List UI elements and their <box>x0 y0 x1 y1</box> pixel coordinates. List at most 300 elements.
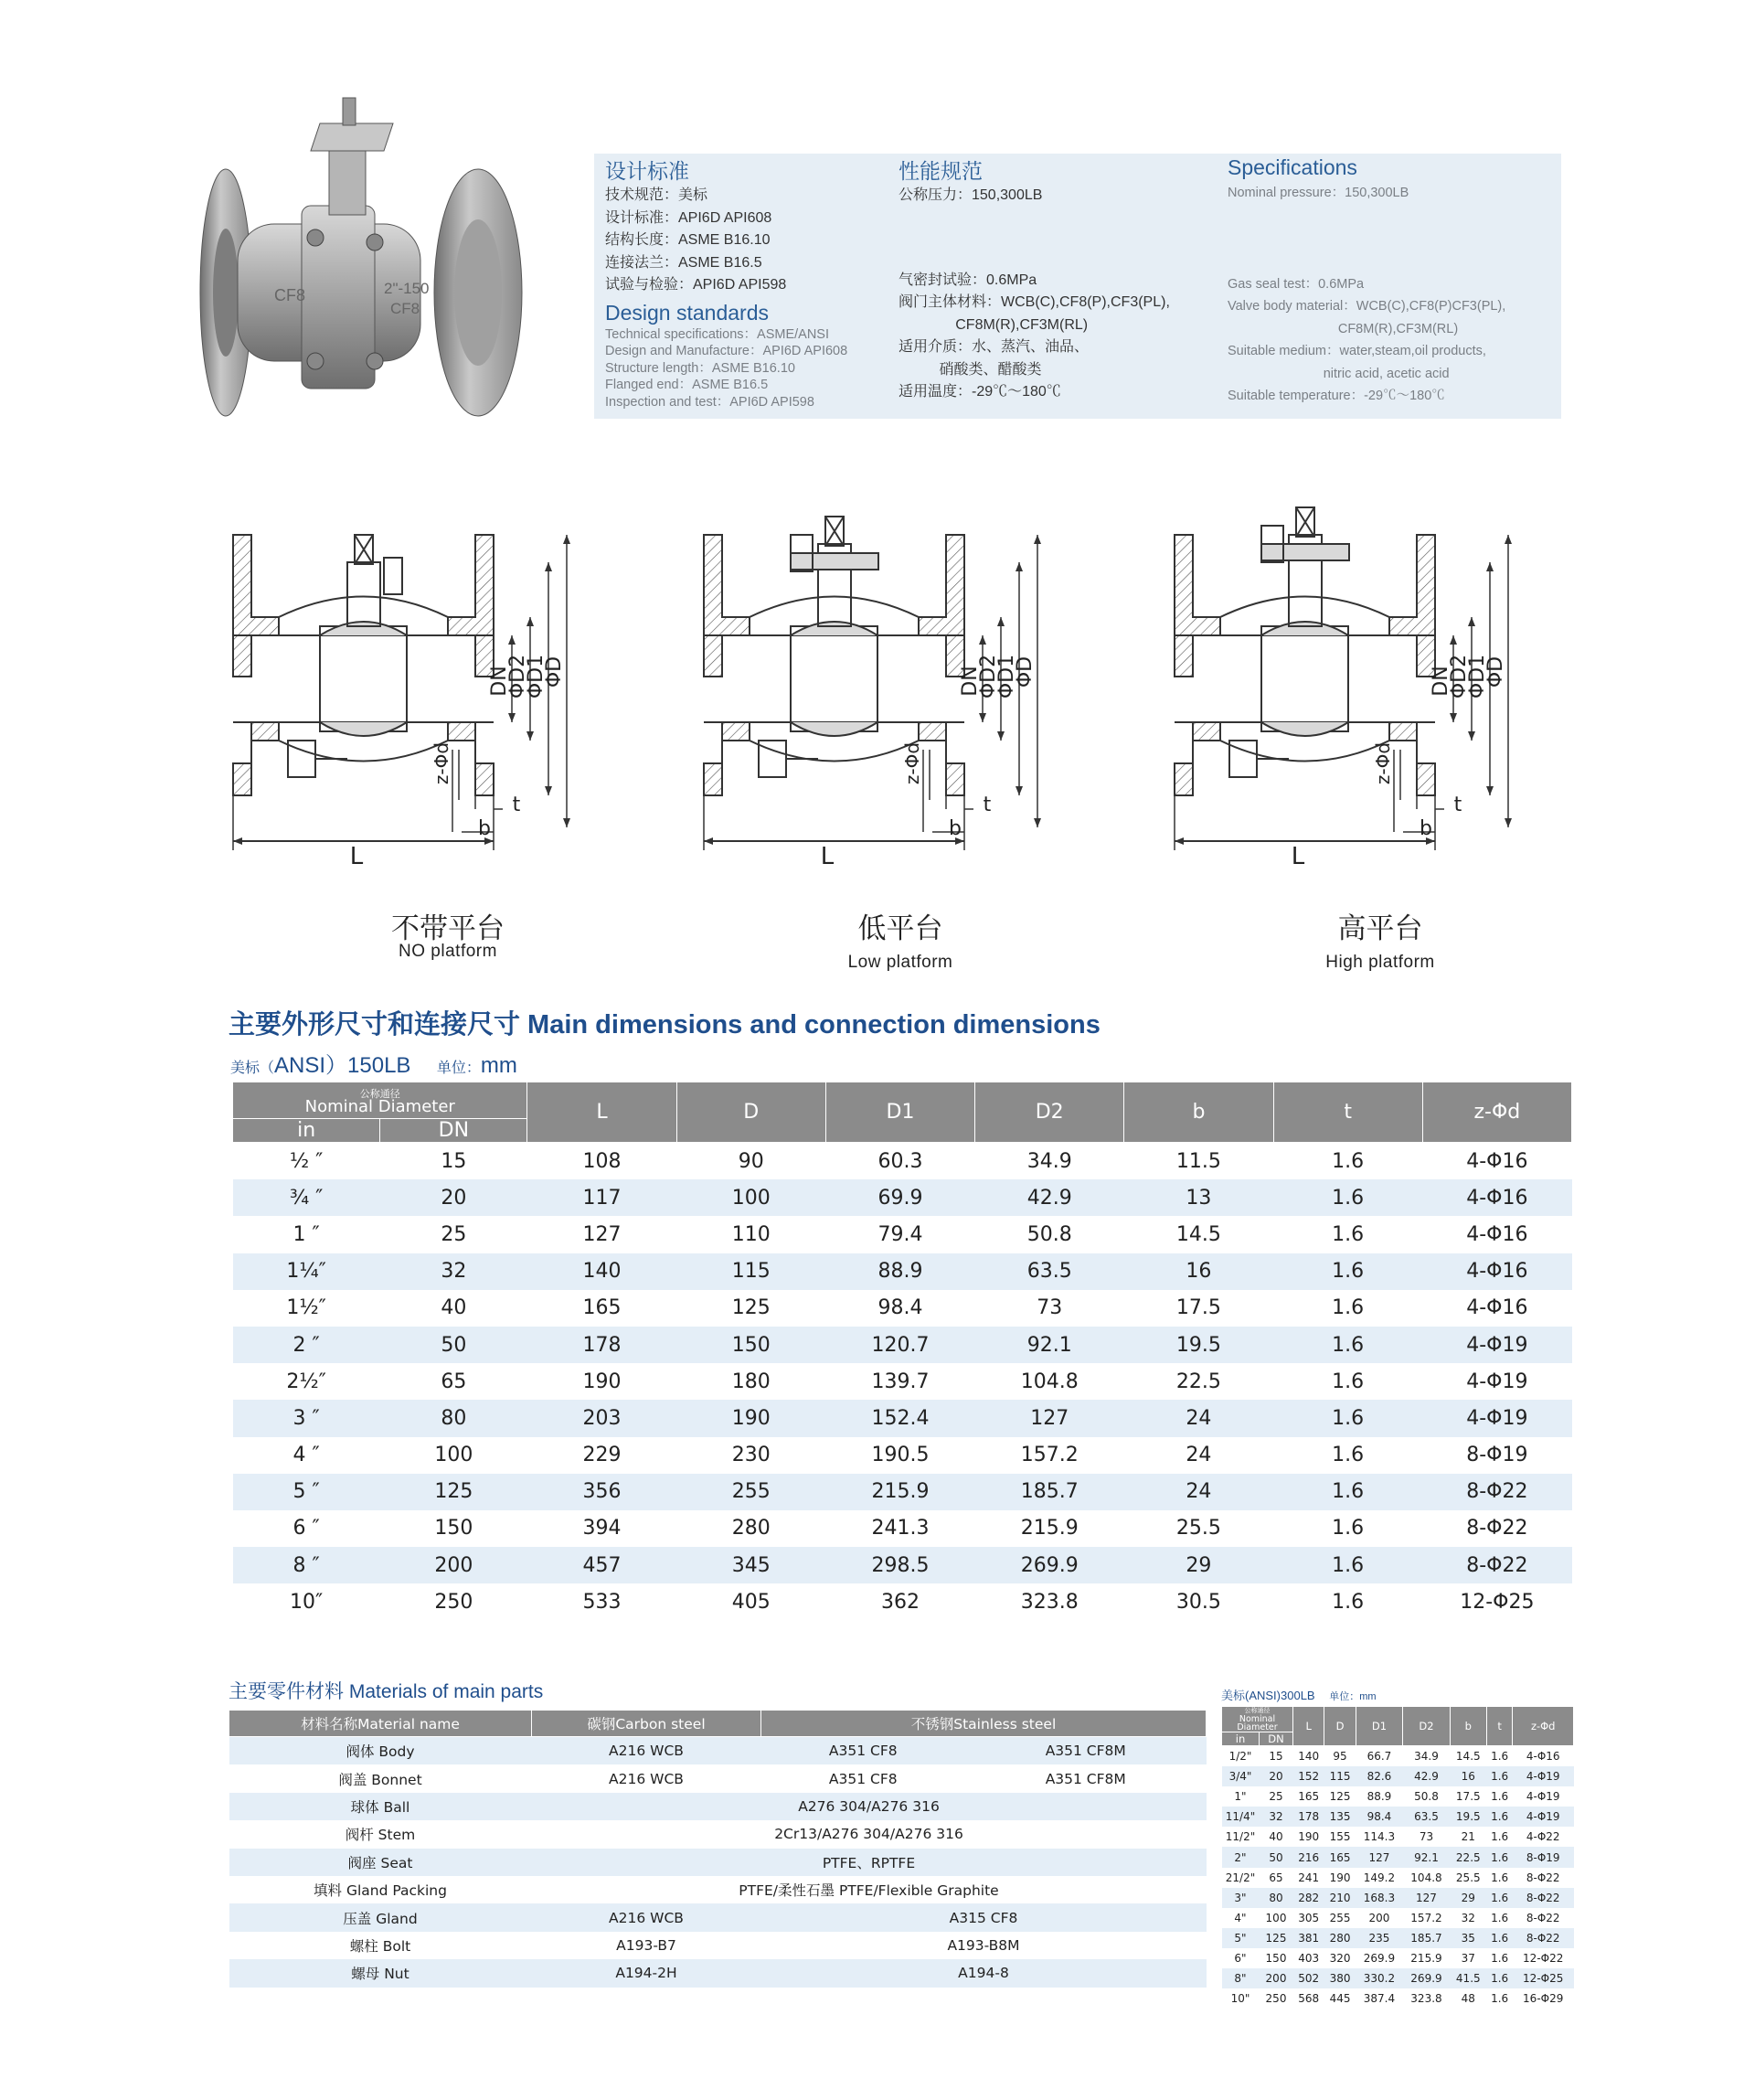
dim-label-dn: DN <box>488 666 511 697</box>
cell-carbon-steel: A216 WCB <box>532 1737 761 1765</box>
cell-material-all: PTFE、RPTFE <box>532 1849 1207 1876</box>
cell-l: 108 <box>582 1149 622 1173</box>
cell-stainless-steel: A194-8 <box>761 1959 1207 1987</box>
cell-in: 3 ″ <box>233 1400 380 1436</box>
cell-d1: 88.9 <box>825 1253 974 1290</box>
cell-z-d: 4-Φ22 <box>1526 1830 1560 1844</box>
cell-in: 1/2" <box>1228 1750 1252 1764</box>
dim-label-dn: DN <box>1430 666 1452 697</box>
class-label: ANSI）150LB <box>274 1053 411 1078</box>
col-header-d: D <box>676 1082 825 1143</box>
cell-dn: 25 <box>1269 1790 1283 1804</box>
cell-b: 14.5 <box>1175 1222 1221 1246</box>
table-row <box>1222 1847 1574 1867</box>
cell-b: 24 <box>1124 1474 1273 1510</box>
cell-dn: 20 <box>380 1179 527 1216</box>
cell-dn: 25 <box>441 1222 467 1246</box>
cell-z-d: 4-Φ19 <box>1466 1370 1528 1393</box>
dim-label-d2: ΦD2 <box>506 654 529 699</box>
table-row <box>1222 1786 1574 1807</box>
cell-material-name: 填料 Gland Packing <box>314 1882 447 1900</box>
cell-in: 4" <box>1234 1911 1247 1924</box>
table-row <box>233 1290 1572 1327</box>
cell-d: 125 <box>1329 1790 1351 1804</box>
cell-b: 25.5 <box>1455 1871 1481 1884</box>
cell-d: 190 <box>1329 1871 1351 1884</box>
cell-material-name: 螺柱 Bolt <box>349 1937 411 1955</box>
valve-section-drawing-high-platform <box>1170 489 1572 891</box>
cell-l: 403 <box>1298 1951 1320 1965</box>
cell-dn: 200 <box>1260 1968 1293 1988</box>
cell-d2: 104.8 <box>1020 1370 1079 1393</box>
cell-d: 115 <box>676 1253 825 1290</box>
cell-stainless-steel: A193-B8M <box>947 1936 1020 1954</box>
nominal-pressure-cn: 公称压力：150,300LB <box>899 187 1043 203</box>
cell-b: 16 <box>1450 1766 1486 1786</box>
cell-d: 345 <box>676 1547 825 1583</box>
table-row <box>229 1793 1207 1820</box>
table-row <box>233 1327 1572 1363</box>
nominal-diameter-header-300-en: Nominal Diameter <box>1237 1714 1278 1732</box>
cell-l: 190 <box>582 1370 622 1393</box>
cell-d1: 215.9 <box>825 1474 974 1510</box>
cell-l: 533 <box>582 1590 622 1614</box>
cell-t: 1.6 <box>1332 1149 1365 1173</box>
cell-in: 1" <box>1234 1790 1247 1804</box>
ansi-300lb-unit: 单位：mm <box>1329 1691 1377 1702</box>
table-row <box>229 1849 1207 1876</box>
cell-t: 1.6 <box>1332 1296 1365 1320</box>
cell-t: 1.6 <box>1273 1547 1422 1583</box>
dim-label-d2: ΦD2 <box>1448 654 1471 699</box>
cell-l: 165 <box>582 1296 622 1320</box>
cell-b: 24 <box>1124 1400 1273 1436</box>
col-header-carbon-steel: 碳钢Carbon steel <box>532 1711 761 1737</box>
col300-header-z-d: z-Φd <box>1513 1707 1574 1746</box>
col-header-material-name: 材料名称Material name <box>229 1711 532 1737</box>
dim-label-zd: z-Φd <box>431 741 452 785</box>
cell-dn: 100 <box>1265 1911 1287 1924</box>
cell-l: 356 <box>527 1474 676 1510</box>
cell-d2: 157.2 <box>1410 1911 1442 1924</box>
cell-dn: 40 <box>1269 1830 1283 1844</box>
cell-d: 95 <box>1333 1750 1347 1764</box>
cell-material-name: 阀盖 Bonnet <box>338 1771 422 1788</box>
specification-line-en: Suitable medium：water,steam,oil products, <box>1228 344 1486 358</box>
design-standards-heading-cn: 设计标准 <box>605 159 689 183</box>
cell-t: 1.6 <box>1273 1474 1422 1510</box>
cell-d1: 69.9 <box>825 1179 974 1216</box>
col300-header-b: b <box>1450 1707 1486 1746</box>
cell-material-name: 压盖 Gland <box>229 1903 532 1931</box>
cell-in: 8 ″ <box>233 1547 380 1583</box>
col300-header-d: D <box>1324 1707 1356 1746</box>
nominal-diameter-header-cn: 公称通径 <box>359 1087 400 1100</box>
nominal-pressure-en: Nominal pressure：150,300LB <box>1228 186 1409 200</box>
col-header-d2: D2 <box>975 1082 1124 1143</box>
cell-b: 41.5 <box>1450 1968 1486 1988</box>
table-row <box>229 1764 1207 1792</box>
cell-dn: 80 <box>1260 1888 1293 1908</box>
cell-t: 1.6 <box>1486 1928 1513 1948</box>
table-row <box>229 1932 1207 1959</box>
table-row <box>229 1737 1207 1765</box>
cell-t: 1.6 <box>1491 1871 1509 1884</box>
cell-dn: 125 <box>380 1474 527 1510</box>
cell-z-d: 12-Φ22 <box>1523 1951 1564 1965</box>
cell-b: 17.5 <box>1455 1790 1481 1804</box>
cell-d: 165 <box>1324 1847 1356 1867</box>
specifications-en-column <box>1228 154 1557 408</box>
cell-in: 1½″ <box>286 1296 326 1320</box>
cell-d2: 50.8 <box>1026 1222 1072 1246</box>
cell-d: 210 <box>1324 1888 1356 1908</box>
specification-line-en: nitric acid, acetic acid <box>1228 366 1450 381</box>
cell-dn: 32 <box>1260 1807 1293 1827</box>
table-row <box>229 1876 1207 1903</box>
cell-dn: 150 <box>1265 1951 1287 1965</box>
cell-l: 178 <box>1293 1807 1324 1827</box>
table-row <box>233 1400 1572 1436</box>
cell-b: 37 <box>1461 1951 1475 1965</box>
cell-d: 150 <box>676 1327 825 1363</box>
materials-table <box>229 1710 1207 1988</box>
cell-d: 405 <box>731 1590 771 1614</box>
cell-l: 282 <box>1293 1888 1324 1908</box>
dimensions-table-body <box>233 1143 1572 1621</box>
cell-d1: 82.6 <box>1356 1766 1403 1786</box>
cell-z-d: 4-Φ19 <box>1513 1766 1574 1786</box>
cell-material-all: 2Cr13/A276 304/A276 316 <box>774 1826 963 1843</box>
table-row <box>1222 1948 1574 1968</box>
cell-z-d: 8-Φ19 <box>1513 1847 1574 1867</box>
dim-label-d: ΦD <box>1484 656 1507 688</box>
cell-z-d: 4-Φ19 <box>1422 1327 1571 1363</box>
cell-d1: 60.3 <box>877 1149 923 1173</box>
col-header-t: t <box>1273 1082 1422 1143</box>
cell-t: 1.6 <box>1332 1517 1365 1540</box>
dim-label-t: t <box>983 794 992 816</box>
specification-line-en: Valve body material：WCB(C),CF8(P)CF3(PL), <box>1228 299 1506 314</box>
cell-d1: 241.3 <box>871 1517 930 1540</box>
cell-l: 305 <box>1298 1911 1320 1924</box>
table-row <box>1222 1908 1574 1928</box>
unit-label: 单位： <box>436 1061 481 1076</box>
cell-dn: 15 <box>441 1149 467 1173</box>
cell-dn: 150 <box>434 1517 473 1540</box>
specification-line-en: Suitable temperature：-29℃～180℃ <box>1228 389 1445 403</box>
dim-label-d2: ΦD2 <box>977 654 1000 699</box>
cell-stainless-steel-cf8m: A351 CF8M <box>965 1737 1207 1765</box>
cell-d: 100 <box>676 1179 825 1216</box>
cell-d: 230 <box>731 1444 771 1467</box>
cell-b: 29 <box>1124 1547 1273 1583</box>
specification-line-en: CF8M(R),CF3M(RL) <box>1228 321 1459 336</box>
cell-d2: 157.2 <box>1020 1444 1079 1467</box>
cell-d2: 269.9 <box>975 1547 1124 1583</box>
cell-z-d: 4-Φ16 <box>1466 1222 1528 1246</box>
cell-l: 568 <box>1298 1992 1320 2006</box>
ball-valve-photo <box>187 87 571 434</box>
materials-table-body <box>229 1737 1207 1988</box>
dim-label-l: L <box>349 843 364 870</box>
col300-header-l: L <box>1293 1707 1324 1746</box>
table-row <box>1222 1807 1574 1827</box>
dim-label-d1: ΦD1 <box>995 654 1018 699</box>
cell-material-name: 阀杆 Stem <box>345 1827 416 1844</box>
cell-z-d: 8-Φ19 <box>1466 1444 1528 1467</box>
dim-label-zd: z-Φd <box>1372 741 1394 785</box>
table-row <box>233 1143 1572 1180</box>
cell-in: 8" <box>1222 1968 1260 1988</box>
cell-b: 48 <box>1461 1992 1475 2006</box>
cell-d2: 185.7 <box>975 1474 1124 1510</box>
cell-l: 152 <box>1293 1766 1324 1786</box>
cell-t: 1.6 <box>1332 1444 1365 1467</box>
cell-d1: 88.9 <box>1366 1790 1392 1804</box>
table-row <box>1222 1827 1574 1847</box>
cell-d: 255 <box>676 1474 825 1510</box>
cell-d: 135 <box>1324 1807 1356 1827</box>
cell-material-name: 阀体 Body <box>229 1737 532 1765</box>
cell-d2: 92.1 <box>975 1327 1124 1363</box>
cell-l: 140 <box>527 1253 676 1290</box>
cell-carbon-steel: A193-B7 <box>616 1936 676 1954</box>
cell-dn: 100 <box>434 1444 473 1467</box>
cell-in: 3/4" <box>1222 1766 1260 1786</box>
dim-label-l: L <box>1291 843 1305 870</box>
table-row <box>233 1437 1572 1474</box>
table-row <box>1222 1968 1574 1988</box>
cell-in: 11/2" <box>1225 1830 1256 1844</box>
dimensions-table-300lb <box>1221 1706 1574 2009</box>
cell-in: 10″ <box>290 1590 324 1614</box>
table-row <box>229 1903 1207 1931</box>
cell-d: 320 <box>1329 1951 1351 1965</box>
cell-t: 1.6 <box>1491 1911 1509 1924</box>
cell-d: 190 <box>676 1400 825 1436</box>
cell-z-d: 16-Φ29 <box>1523 1992 1564 2006</box>
cell-t: 1.6 <box>1491 1790 1509 1804</box>
cell-d1: 120.7 <box>825 1327 974 1363</box>
col300-header-d1: D1 <box>1356 1707 1403 1746</box>
cell-d1: 235 <box>1356 1928 1403 1948</box>
cell-b: 22.5 <box>1450 1847 1486 1867</box>
cell-d2: 215.9 <box>1020 1517 1079 1540</box>
cell-material-all: A276 304/A276 316 <box>532 1793 1207 1820</box>
cell-b: 22.5 <box>1175 1370 1221 1393</box>
cell-z-d: 4-Φ19 <box>1422 1400 1571 1436</box>
unit-value: mm <box>480 1053 517 1078</box>
performance-heading: 性能规范 <box>899 159 983 183</box>
cell-b: 14.5 <box>1455 1750 1481 1764</box>
performance-line: 阀门主体材料：WCB(C),CF8(P),CF3(PL), <box>899 294 1170 310</box>
ansi-300lb-label: 美标(ANSI)300LB <box>1221 1689 1315 1702</box>
cell-d: 110 <box>731 1222 771 1246</box>
cell-d1: 114.3 <box>1363 1830 1396 1844</box>
cell-in: 5" <box>1222 1928 1260 1948</box>
cell-t: 1.6 <box>1273 1400 1422 1436</box>
drawing-caption-low-platform-en: Low platform <box>847 953 953 972</box>
col-header-z-d: z-Φd <box>1422 1082 1571 1143</box>
col300-header-t: t <box>1486 1707 1513 1746</box>
cell-in: 2" <box>1222 1847 1260 1867</box>
casting-mark-1: CF8 <box>274 286 306 304</box>
cell-z-d: 4-Φ16 <box>1466 1149 1528 1173</box>
table-row <box>233 1547 1572 1583</box>
cell-d1: 387.4 <box>1363 1992 1396 2006</box>
table-row <box>1222 1766 1574 1786</box>
cell-z-d: 8-Φ22 <box>1422 1547 1571 1583</box>
ansi-300lb-title <box>1221 1686 1377 1703</box>
drawing-caption-no-platform-cn: 不带平台 <box>391 912 505 945</box>
cell-d1: 190.5 <box>871 1444 930 1467</box>
cell-d: 90 <box>738 1149 764 1173</box>
nominal-diameter-header <box>233 1082 527 1119</box>
cell-l: 241 <box>1298 1871 1320 1884</box>
table-row <box>229 1959 1207 1987</box>
cell-d: 180 <box>731 1370 771 1393</box>
cell-d1: 168.3 <box>1356 1888 1403 1908</box>
cell-z-d: 8-Φ22 <box>1513 1928 1574 1948</box>
cell-in: 21/2" <box>1225 1871 1256 1884</box>
cell-d1: 152.4 <box>825 1400 974 1436</box>
performance-line: 适用温度：-29℃～180℃ <box>899 384 1061 400</box>
main-dimensions-title: 主要外形尺寸和连接尺寸 Main dimensions and connection dimensions <box>229 1010 1101 1039</box>
cell-in: 3" <box>1222 1888 1260 1908</box>
cell-d1: 139.7 <box>871 1370 930 1393</box>
cell-in: 2½″ <box>286 1370 326 1393</box>
cell-in: 1 ″ <box>292 1222 320 1246</box>
cell-in: 2 ″ <box>233 1327 380 1363</box>
cell-d: 125 <box>731 1296 771 1320</box>
cell-dn: 80 <box>380 1400 527 1436</box>
design-standard-line: 结构长度：ASME B16.10 <box>605 232 771 248</box>
col-header-l: L <box>527 1082 676 1143</box>
cell-d2: 127 <box>1403 1888 1451 1908</box>
cell-t: 1.6 <box>1332 1222 1365 1246</box>
cell-t: 1.6 <box>1332 1590 1365 1614</box>
cell-z-d: 12-Φ25 <box>1460 1590 1535 1614</box>
cell-in: ½ ″ <box>289 1149 324 1173</box>
col-header-stainless-steel: 不锈钢Stainless steel <box>761 1711 1207 1737</box>
design-standards-heading-en: Design standards <box>605 300 769 325</box>
col-header-dn: DN <box>380 1119 527 1143</box>
cell-d2: 63.5 <box>1403 1807 1451 1827</box>
cell-b: 16 <box>1124 1253 1273 1290</box>
cell-l: 178 <box>527 1327 676 1363</box>
cell-t: 1.6 <box>1486 1968 1513 1988</box>
cell-z-d: 8-Φ22 <box>1422 1474 1571 1510</box>
cell-d: 115 <box>1324 1766 1356 1786</box>
cell-l: 457 <box>527 1547 676 1583</box>
table-row <box>233 1216 1572 1253</box>
cell-b: 13 <box>1124 1179 1273 1216</box>
drawing-caption-no-platform-en: NO platform <box>399 942 497 961</box>
cell-stainless-steel-cf8: A351 CF8 <box>828 1770 898 1787</box>
table-row <box>233 1510 1572 1547</box>
cell-z-d: 4-Φ19 <box>1513 1807 1574 1827</box>
performance-column <box>899 157 1209 404</box>
table-row <box>233 1179 1572 1216</box>
cell-l: 140 <box>1298 1750 1320 1764</box>
cell-d1: 298.5 <box>825 1547 974 1583</box>
table-row <box>233 1583 1572 1620</box>
cell-dn: 50 <box>380 1327 527 1363</box>
cell-t: 1.6 <box>1273 1253 1422 1290</box>
col300-header-in: in <box>1222 1732 1260 1746</box>
cell-dn: 125 <box>1260 1928 1293 1948</box>
design-standard-line: 试验与检验：API6D API598 <box>605 277 787 293</box>
cell-t: 1.6 <box>1491 1750 1509 1764</box>
valve-section-drawing-low-platform <box>699 489 1101 891</box>
dim-label-zd: z-Φd <box>901 741 923 785</box>
cell-l: 190 <box>1298 1830 1320 1844</box>
cell-b: 21 <box>1461 1830 1475 1844</box>
cell-dn: 200 <box>380 1547 527 1583</box>
cell-d1: 200 <box>1368 1911 1390 1924</box>
cell-z-d: 8-Φ22 <box>1526 1911 1560 1924</box>
performance-line: CF8M(R),CF3M(RL) <box>899 316 1089 333</box>
cell-material-name: 螺母 Nut <box>229 1959 532 1987</box>
casting-mark-3: CF8 <box>390 300 420 317</box>
cell-t: 1.6 <box>1491 1992 1509 2006</box>
valve-section-drawing-no-platform <box>229 489 631 891</box>
cell-in: 6" <box>1234 1951 1247 1965</box>
cell-dn: 250 <box>434 1590 473 1614</box>
dim-label-b: b <box>949 817 962 840</box>
cell-d: 155 <box>1329 1830 1351 1844</box>
cell-d2: 34.9 <box>1414 1750 1439 1764</box>
cell-d: 380 <box>1324 1968 1356 1988</box>
dim-label-d: ΦD <box>543 656 566 688</box>
cell-d1: 330.2 <box>1356 1968 1403 1988</box>
cell-d: 255 <box>1329 1911 1351 1924</box>
cell-d2: 92.1 <box>1403 1847 1451 1867</box>
cell-d1: 98.4 <box>1356 1807 1403 1827</box>
cell-d1: 79.4 <box>877 1222 923 1246</box>
cell-d2: 185.7 <box>1403 1928 1451 1948</box>
table-row <box>233 1474 1572 1510</box>
cell-carbon-steel: A216 WCB <box>532 1903 761 1931</box>
cell-b: 25.5 <box>1175 1517 1221 1540</box>
col-header-b: b <box>1124 1082 1273 1143</box>
cell-l: 203 <box>527 1400 676 1436</box>
cell-l: 229 <box>582 1444 622 1467</box>
cell-d2: 73 <box>1419 1830 1434 1844</box>
cell-d2: 63.5 <box>975 1253 1124 1290</box>
design-standards-column <box>605 157 879 410</box>
table-row <box>233 1253 1572 1290</box>
materials-title: 主要零件材料 Materials of main parts <box>229 1681 544 1702</box>
cell-l: 127 <box>582 1222 622 1246</box>
cell-d2: 42.9 <box>1403 1766 1451 1786</box>
standard-label: 美标（ <box>230 1061 275 1076</box>
dim-label-b: b <box>478 817 491 840</box>
performance-line: 气密封试验：0.6MPa <box>899 272 1037 288</box>
dim-label-d1: ΦD1 <box>1466 654 1489 699</box>
cell-material-name: 球体 Ball <box>229 1793 532 1820</box>
dim-label-t: t <box>512 794 521 816</box>
cell-l: 394 <box>582 1517 622 1540</box>
cell-d2: 269.9 <box>1403 1968 1451 1988</box>
cell-d2: 104.8 <box>1410 1871 1442 1884</box>
cell-t: 1.6 <box>1486 1847 1513 1867</box>
nominal-diameter-header-300 <box>1222 1707 1293 1732</box>
nominal-diameter-header-en: Nominal Diameter <box>304 1096 455 1116</box>
cell-t: 1.6 <box>1486 1888 1513 1908</box>
cell-b: 19.5 <box>1450 1807 1486 1827</box>
